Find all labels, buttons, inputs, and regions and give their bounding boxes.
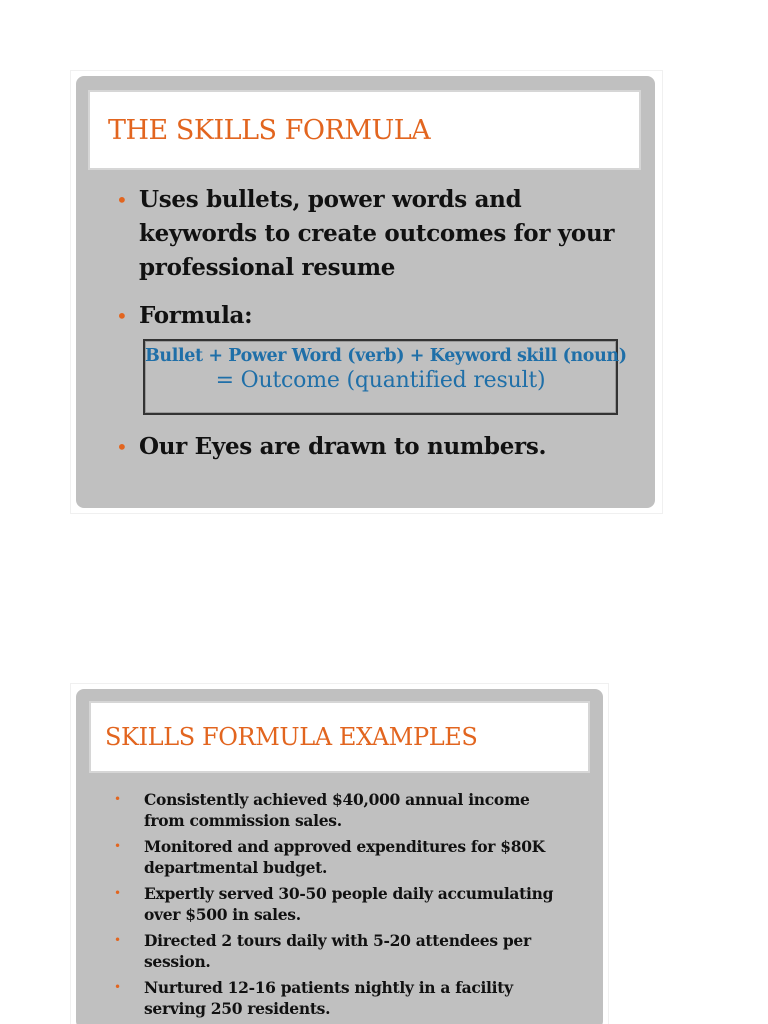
slide-title-box: [88, 90, 641, 170]
bullet-item: [114, 299, 634, 333]
bullet-list: [114, 183, 634, 333]
slide-title-box: [89, 701, 590, 773]
bullet-text: Nurtured 12-16 patients nightly in a facility serving 250 residents.: [144, 978, 513, 1018]
slide-skills-formula-examples: [76, 689, 603, 1024]
slide-title: SKILLS FORMULA EXAMPLES: [105, 723, 478, 751]
bullet-text: Uses bullets, power words and keywords to create outcomes for your professional resume: [139, 186, 615, 281]
bullet-icon: •: [114, 792, 121, 806]
example-bullet-item: [112, 789, 572, 831]
bullet-list: [114, 430, 634, 464]
slide-title: THE SKILLS FORMULA: [108, 114, 431, 146]
bullet-text: Consistently achieved $40,000 annual income from commission sales.: [144, 790, 530, 830]
formula-box: [143, 339, 627, 415]
example-bullet-item: [112, 930, 572, 972]
bullet-icon: •: [116, 188, 128, 212]
bullet-icon: •: [114, 933, 121, 947]
bullet-text: Monitored and approved expenditures for $80K departmental budget.: [144, 837, 545, 877]
bullet-icon: •: [116, 304, 128, 328]
example-bullet-list: [112, 789, 572, 1024]
example-bullet-item: [112, 977, 572, 1019]
bullet-icon: •: [114, 886, 121, 900]
bullet-text: Formula:: [139, 302, 253, 329]
bullet-text: Directed 2 tours daily with 5-20 attendees per session.: [144, 931, 531, 971]
bullet-icon: •: [114, 980, 121, 994]
example-bullet-item: [112, 836, 572, 878]
slide-skills-formula: [76, 76, 655, 508]
formula-line-1: Bullet + Power Word (verb) + Keyword skill (noun): [145, 346, 627, 366]
bullet-item: [114, 183, 634, 285]
bullet-icon: •: [116, 435, 128, 459]
example-bullet-item: [112, 883, 572, 925]
bullet-text: Our Eyes are drawn to numbers.: [139, 433, 547, 460]
bullet-text: Expertly served 30-50 people daily accumulating over $500 in sales.: [144, 884, 554, 924]
formula-line-2: = Outcome (quantified result): [215, 368, 546, 393]
bullet-icon: •: [114, 839, 121, 853]
bullet-item: [114, 430, 634, 464]
